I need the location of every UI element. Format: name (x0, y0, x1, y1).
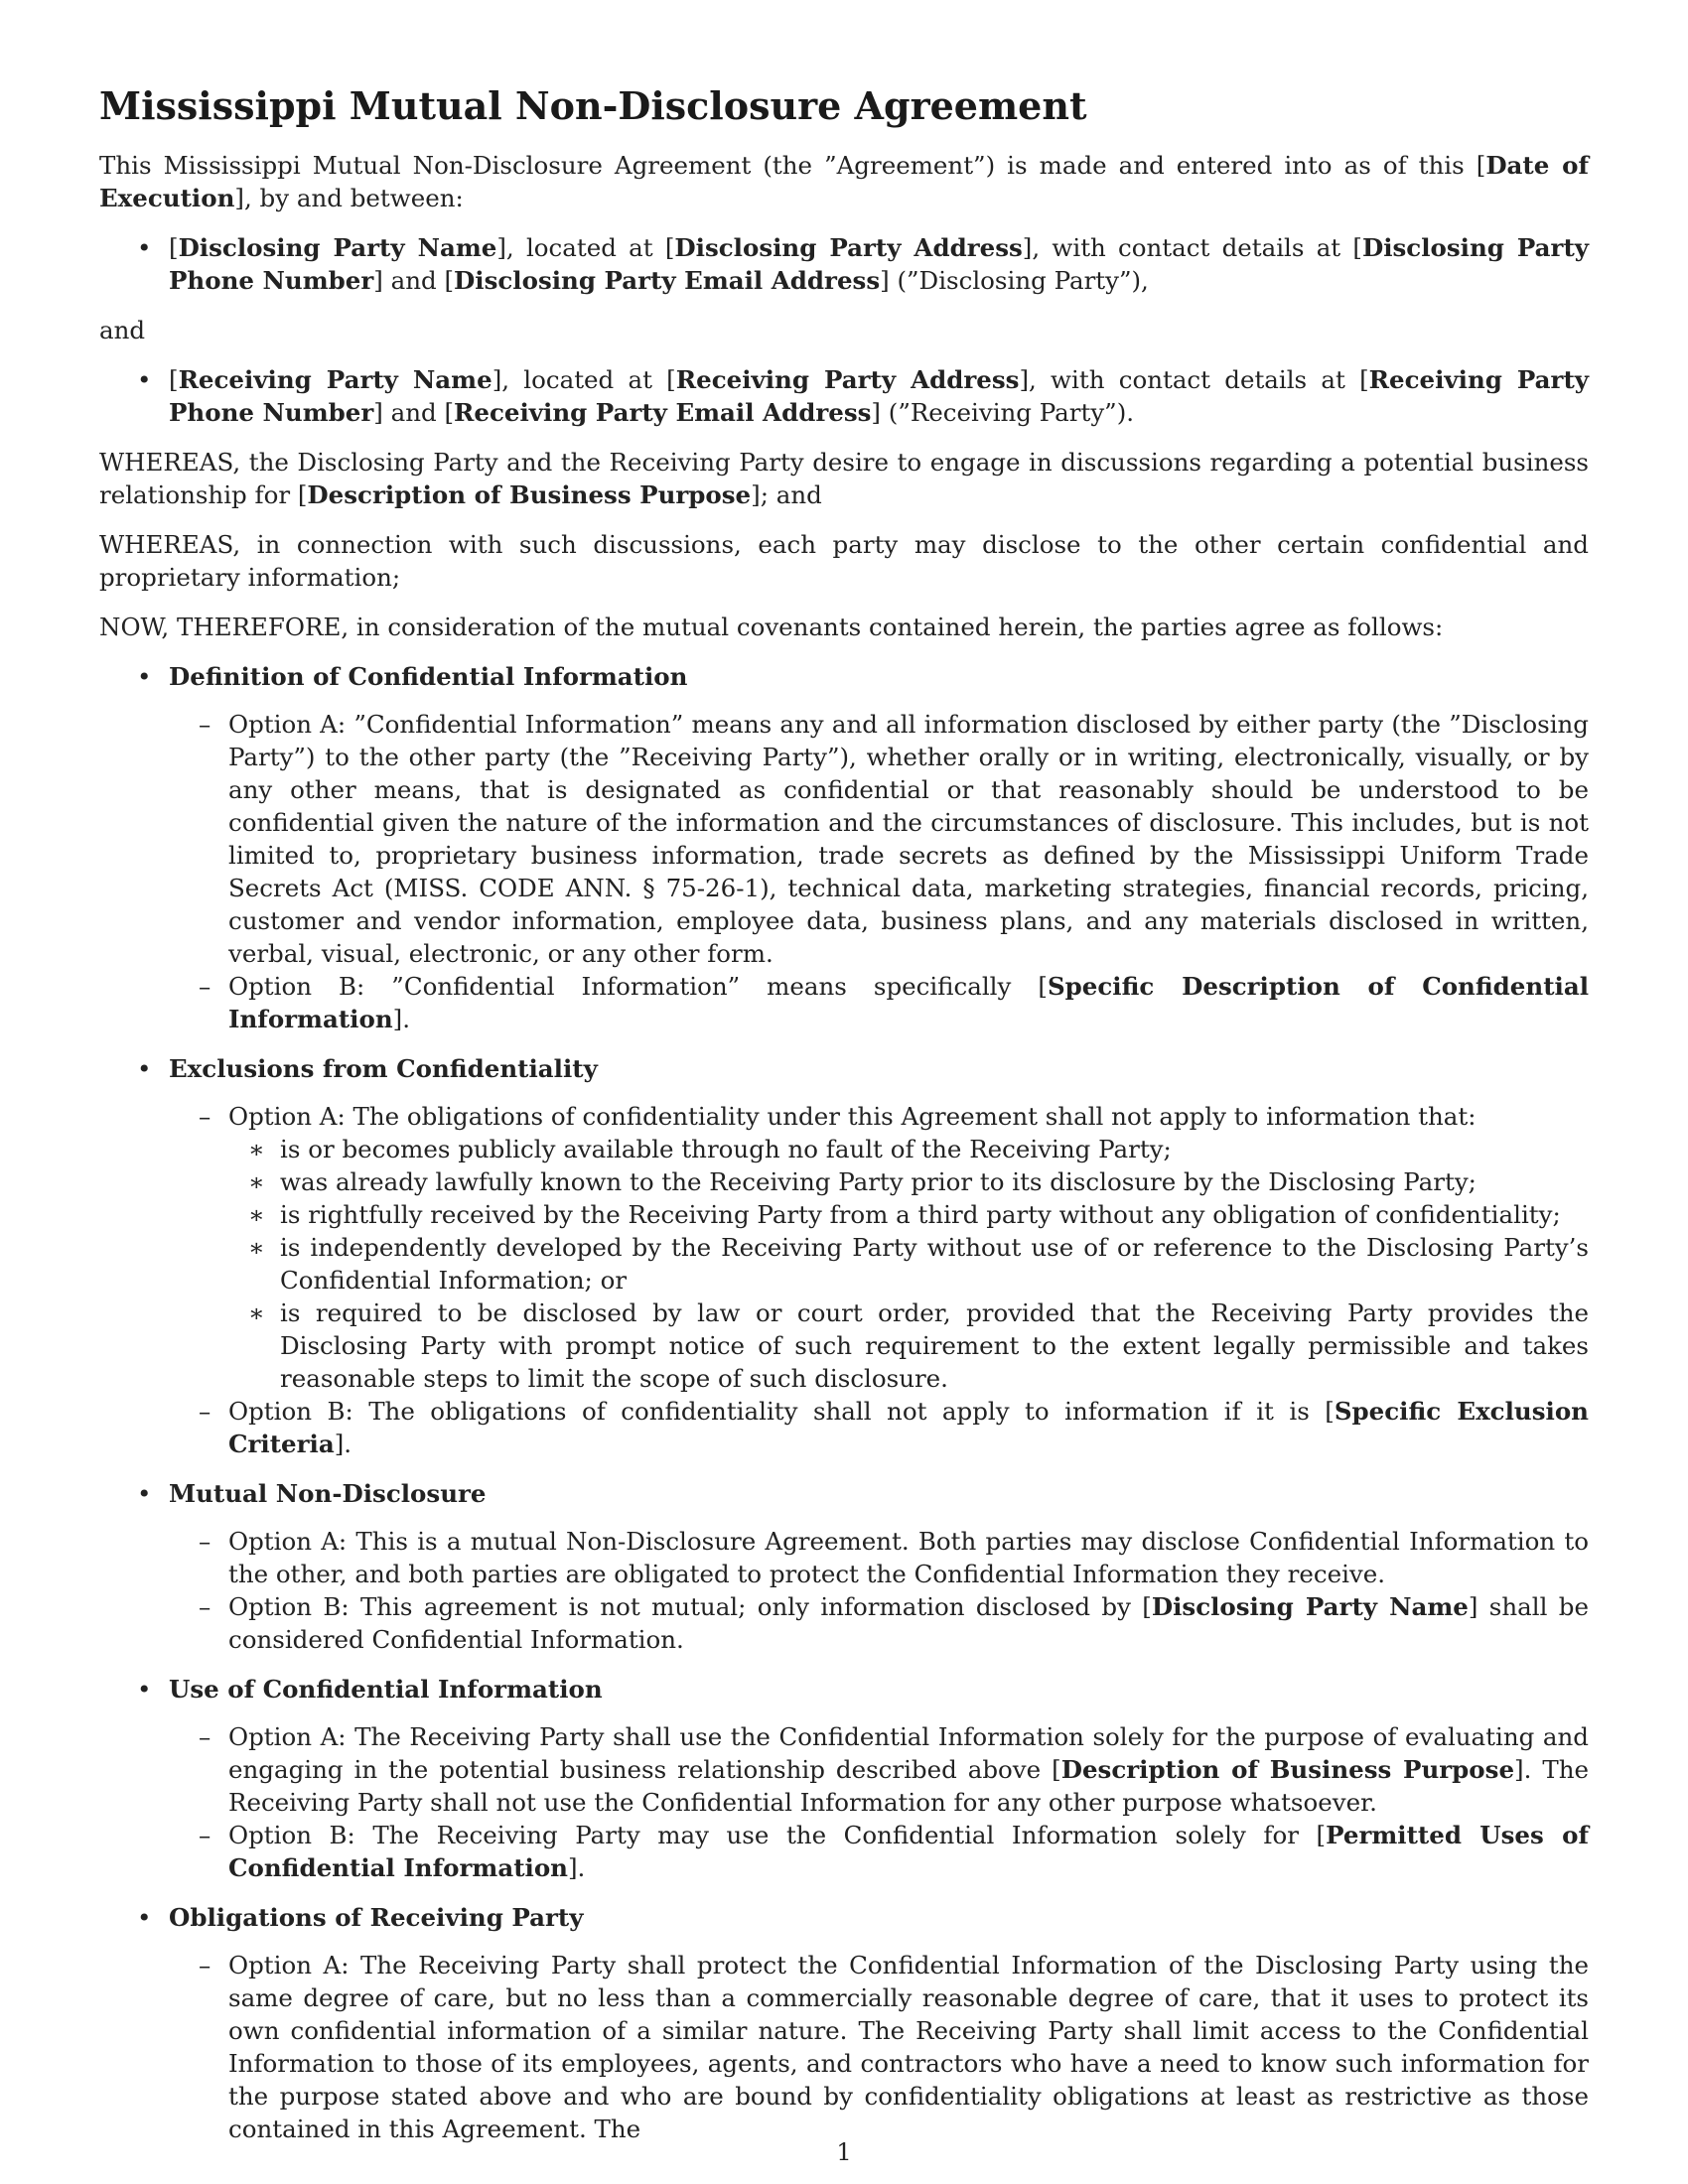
text: ]. (334, 1430, 352, 1458)
placeholder: Disclosing Party Name (1151, 1592, 1469, 1621)
date-of-execution-placeholder: Date of Execution (99, 151, 1589, 212)
and-connector: and (99, 316, 146, 344)
section-heading: • Obligations of Receiving Party (169, 1903, 584, 1932)
text: ], with contact details at [ (1019, 365, 1369, 394)
text: ], located at [ (492, 365, 676, 394)
text: ] (”Disclosing Party”), (880, 266, 1149, 295)
disclosing-party-item (99, 231, 1589, 297)
text: ]. (567, 1853, 586, 1882)
disclosing-party-name-placeholder: Disclosing Party Name (178, 233, 497, 262)
option-b (169, 970, 1589, 1035)
section-definition (99, 660, 1589, 1035)
section-use (99, 1673, 1589, 1884)
disclosing-party-phone-placeholder: Disclosing Party Phone Number (169, 233, 1589, 295)
whereas-paragraph-2: WHEREAS, in connection with such discussions, each party may disclose to the other certain confidential and proprietary information; (99, 530, 1589, 592)
option-b (169, 1395, 1589, 1460)
option-a: – Option A: This is a mutual Non-Disclosure Agreement. Both parties may disclose Confidential Information to the other, and both parties are obligated to protect the Confidential Information they receive. (169, 1525, 1589, 1590)
therefore-paragraph: NOW, THEREFORE, in consideration of the mutual covenants contained herein, the parties agree as follows: (99, 613, 1444, 641)
placeholder: Specific Description of Confidential Information (228, 972, 1590, 1033)
section-mutual (99, 1477, 1589, 1656)
receiving-party-item (99, 363, 1589, 429)
intro-paragraph (99, 149, 1589, 214)
text: ] and [ (373, 266, 455, 295)
placeholder: Permitted Uses of Confidential Information (228, 1821, 1590, 1882)
document-title: Mississippi Mutual Non-Disclosure Agreement (99, 83, 1087, 128)
text: [ (169, 233, 179, 262)
sections-list (99, 660, 1589, 2145)
text: Option B: The obligations of confidentiality shall not apply to information if it is [ (228, 1397, 1335, 1426)
list-item: ∗ is required to be disclosed by law or court order, provided that the Receiving Party provides the Disclosing Party with prompt notice of such requirement to the extent legally permissible and takes reasonable steps to limit the scope of such disclosure. (228, 1297, 1589, 1395)
text: ], located at [ (496, 233, 675, 262)
page-number: 1 (836, 2138, 852, 2166)
placeholder: Specific Exclusion Criteria (228, 1397, 1589, 1458)
option-a: – Option A: ”Confidential Information” means any and all information disclosed by either party (the ”Disclosing Party”) to the other party (the ”Receiving Party”), whether orally or in writing, electronically, visually, or by any other means, that is designated as confidential or that reasonably should be understood to be confidential given the nature of the information and the circumstances of disclosure. This includes, but is not limited to, proprietary business information, trade secrets as defined by the Mississippi Uniform Trade Secrets Act (MISS. CODE ANN. § 75-26-1), technical data, marketing strategies, financial records, pricing, customer and vendor information, employee data, business plans, and any materials disclosed in written, verbal, visual, electronic, or any other form. (169, 708, 1589, 970)
section-heading: • Exclusions from Confidentiality (169, 1054, 598, 1083)
text: ]. (392, 1005, 410, 1033)
text: ] (”Receiving Party”). (871, 398, 1135, 427)
exclusion-items (169, 1133, 1589, 1395)
option-a (169, 1720, 1589, 1819)
list-item: ∗ is independently developed by the Receiving Party without use of or reference to the Disclosing Party’s Confidential Information; or (228, 1231, 1589, 1297)
text: Option B: ”Confidential Information” means specifically [ (228, 972, 1048, 1001)
text: ]; and (751, 480, 822, 509)
text: ]. The Receiving Party shall not use the Confidential Information for any other purpose whatsoever. (228, 1755, 1589, 1817)
option-b (169, 1819, 1589, 1884)
list-item: ∗ is rightfully received by the Receiving Party from a third party without any obligation of confidentiality; (228, 1198, 1589, 1231)
whereas-paragraph-1 (99, 446, 1589, 511)
section-obligations (99, 1901, 1589, 2145)
options-list (169, 1949, 1589, 2145)
options-list (169, 1720, 1589, 1884)
receiving-party-email-placeholder: Receiving Party Email Address (454, 398, 872, 427)
receiving-party-phone-placeholder: Receiving Party Phone Number (169, 365, 1589, 427)
text: WHEREAS, the Disclosing Party and the Receiving Party desire to engage in discussions regarding a potential business relationship for [ (99, 448, 1589, 509)
document-page (99, 81, 1589, 2162)
receiving-party-name-placeholder: Receiving Party Name (178, 365, 492, 394)
text: Option A: The obligations of confidentiality under this Agreement shall not apply to information that: (228, 1102, 1477, 1131)
section-exclusions (99, 1052, 1589, 1460)
list-item: ∗ was already lawfully known to the Receiving Party prior to its disclosure by the Disclosing Party; (228, 1165, 1589, 1198)
options-list (169, 1525, 1589, 1656)
options-list (169, 708, 1589, 1035)
parties-list-1 (99, 231, 1589, 297)
text: Option B: This agreement is not mutual; only information disclosed by [ (228, 1592, 1152, 1621)
disclosing-party-address-placeholder: Disclosing Party Address (674, 233, 1023, 262)
option-a: – Option A: The Receiving Party shall protect the Confidential Information of the Disclosing Party using the same degree of care, but no less than a commercially reasonable degree of care, that it uses to protect its own confidential information of a similar nature. The Receiving Party shall limit access to the Confidential Information to those of its employees, agents, and contractors who have a need to know such information for the purpose stated above and who are bound by confidentiality obligations at least as restrictive as those contained in this Agreement. The (169, 1949, 1589, 2145)
option-b (169, 1590, 1589, 1656)
disclosing-party-email-placeholder: Disclosing Party Email Address (454, 266, 881, 295)
text: ] shall be considered Confidential Information. (228, 1592, 1589, 1654)
receiving-party-address-placeholder: Receiving Party Address (675, 365, 1020, 394)
text: ], with contact details at [ (1022, 233, 1362, 262)
list-item: ∗ is or becomes publicly available through no fault of the Receiving Party; (228, 1133, 1589, 1165)
section-heading: • Use of Confidential Information (169, 1675, 603, 1704)
section-heading: • Definition of Confidential Information (169, 662, 688, 691)
option-a (169, 1100, 1589, 1395)
intro-text-end: ], by and between: (234, 184, 464, 212)
business-purpose-placeholder: Description of Business Purpose (307, 480, 752, 509)
options-list (169, 1100, 1589, 1460)
intro-text: This Mississippi Mutual Non-Disclosure Agreement (the ”Agreement”) is made and entered into as of this [ (99, 151, 1486, 180)
placeholder: Description of Business Purpose (1060, 1755, 1515, 1784)
text: [ (169, 365, 179, 394)
text: Option B: The Receiving Party may use the Confidential Information solely for [ (228, 1821, 1327, 1849)
section-heading: • Mutual Non-Disclosure (169, 1479, 487, 1508)
text: Option A: The Receiving Party shall use the Confidential Information solely for the purpose of evaluating and engaging in the potential business relationship described above [ (228, 1722, 1589, 1784)
parties-list-2 (99, 363, 1589, 429)
text: ] and [ (373, 398, 455, 427)
